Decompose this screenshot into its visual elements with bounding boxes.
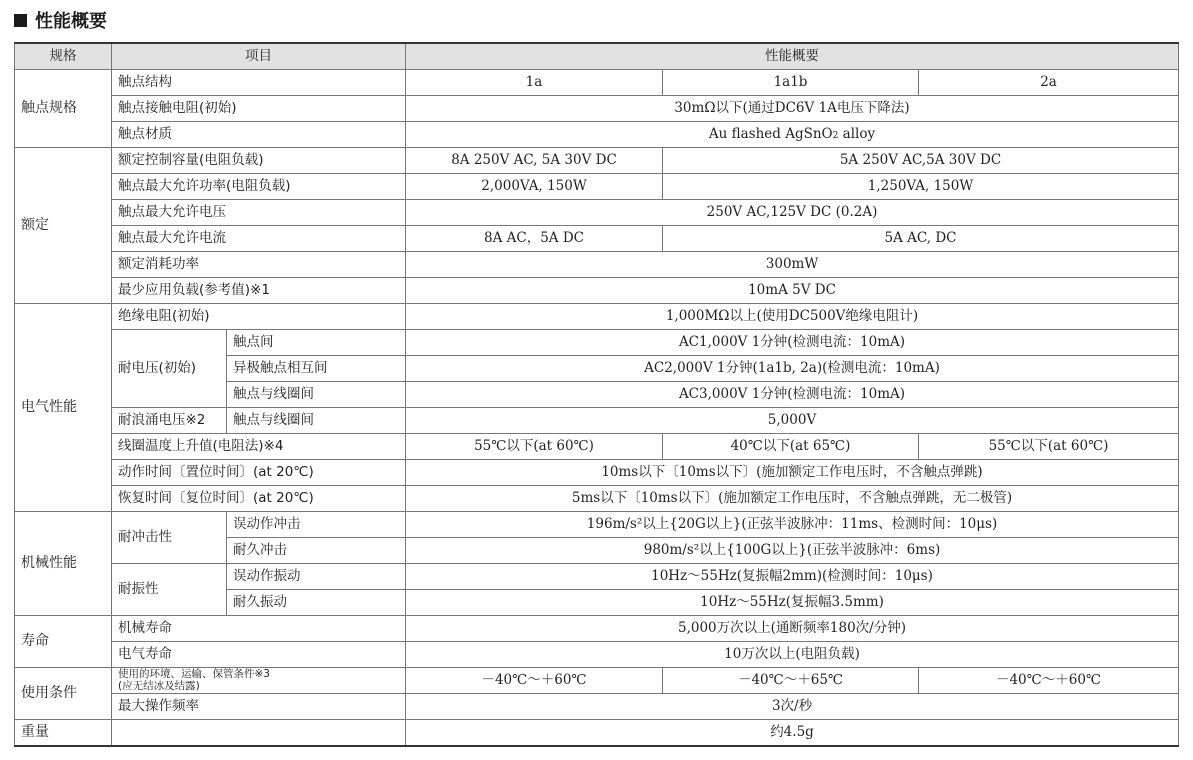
category-life: 寿命: [15, 616, 112, 668]
subitem-label: 耐久振动: [227, 590, 406, 616]
table-row: [15, 434, 1179, 460]
item-label: 电气寿命: [112, 642, 406, 668]
value-cell: －40℃～＋60℃: [406, 668, 663, 694]
material-text: Au flashed AgSnO: [708, 126, 833, 143]
table-row: [15, 512, 1179, 538]
subitem-label: 误动作振动: [227, 564, 406, 590]
value-cell: 1a: [406, 70, 663, 96]
table-row: [15, 616, 1179, 642]
value-cell: 2,000VA, 150W: [406, 174, 663, 200]
table-row: [15, 200, 1179, 226]
table-row: [15, 642, 1179, 668]
value-cell: 300mW: [406, 252, 1179, 278]
table-row: [15, 278, 1179, 304]
item-label: 耐浪涌电压※2: [112, 408, 227, 434]
item-label: 触点材质: [112, 122, 406, 148]
category-weight: 重量: [15, 720, 112, 747]
empty-cell: [112, 720, 406, 747]
value-cell: 10Hz～55Hz(复振幅2mm)(检测时间：10μs): [406, 564, 1179, 590]
value-cell: 1,250VA, 150W: [663, 174, 1179, 200]
item-label: 耐振性: [112, 564, 227, 616]
spec-table: [14, 42, 1179, 747]
value-cell: [406, 122, 1179, 148]
category-electrical: 电气性能: [15, 304, 112, 512]
material-text-tail: alloy: [838, 126, 876, 143]
value-cell: 10Hz～55Hz(复振幅3.5mm): [406, 590, 1179, 616]
value-cell: 5A AC, DC: [663, 226, 1179, 252]
item-label: 触点最大允许电压: [112, 200, 406, 226]
value-cell: －40℃～＋65℃: [663, 668, 919, 694]
value-cell: 约4.5g: [406, 720, 1179, 747]
value-cell: AC3,000V 1分钟(检测电流：10mA): [406, 382, 1179, 408]
item-label: 恢复时间〔复位时间〕(at 20℃): [112, 486, 406, 512]
table-row: [15, 174, 1179, 200]
value-cell: AC2,000V 1分钟(1a1b, 2a)(检测电流：10mA): [406, 356, 1179, 382]
category-conditions: 使用条件: [15, 668, 112, 720]
table-row: [15, 408, 1179, 434]
value-cell: －40℃～＋60℃: [919, 668, 1179, 694]
item-label: 触点最大允许电流: [112, 226, 406, 252]
item-label: 耐冲击性: [112, 512, 227, 564]
item-label: 触点接触电阻(初始): [112, 96, 406, 122]
table-row: [15, 252, 1179, 278]
value-cell: 40℃以下(at 65℃): [663, 434, 919, 460]
header-spec: 规格: [15, 43, 112, 70]
category-contact: 触点规格: [15, 70, 112, 148]
subitem-label: 触点与线圈间: [227, 408, 406, 434]
table-row: [15, 720, 1179, 747]
header-item: 项目: [112, 43, 406, 70]
value-cell: 10ms以下〔10ms以下〕(施加额定工作电压时，不含触点弹跳): [406, 460, 1179, 486]
table-row: [15, 70, 1179, 96]
section-title-text: 性能概要: [35, 11, 107, 32]
value-cell: AC1,000V 1分钟(检测电流：10mA): [406, 330, 1179, 356]
item-label: 动作时间〔置位时间〕(at 20℃): [112, 460, 406, 486]
table-row: [15, 694, 1179, 720]
item-label: 额定消耗功率: [112, 252, 406, 278]
square-bullet-icon: [14, 14, 27, 27]
subitem-label: 异极触点相互间: [227, 356, 406, 382]
table-row: [15, 668, 1179, 694]
value-cell: 2a: [919, 70, 1179, 96]
value-cell: 980m/s²以上{100G以上}(正弦半波脉冲：6ms): [406, 538, 1179, 564]
value-cell: 5ms以下〔10ms以下〕(施加额定工作电压时，不含触点弹跳，无二极管): [406, 486, 1179, 512]
item-label: 线圈温度上升值(电阻法)※4: [112, 434, 406, 460]
value-cell: 10万次以上(电阻负载): [406, 642, 1179, 668]
table-row: [15, 122, 1179, 148]
value-cell: 8A 250V AC, 5A 30V DC: [406, 148, 663, 174]
value-cell: 8A AC，5A DC: [406, 226, 663, 252]
item-label: 耐电压(初始): [112, 330, 227, 408]
subitem-label: 触点间: [227, 330, 406, 356]
item-label: 最少应用负载(参考值)※1: [112, 278, 406, 304]
item-label: 绝缘电阻(初始): [112, 304, 406, 330]
value-cell: 196m/s²以上{20G以上}(正弦半波脉冲：11ms、检测时间：10μs): [406, 512, 1179, 538]
item-label: 额定控制容量(电阻负载): [112, 148, 406, 174]
material-subscript: 2: [832, 131, 839, 142]
header-row: [15, 43, 1179, 70]
category-rating: 额定: [15, 148, 112, 304]
value-cell: 30mΩ以下(通过DC6V 1A电压下降法): [406, 96, 1179, 122]
value-cell: 5,000万次以上(通断频率180次/分钟): [406, 616, 1179, 642]
table-row: [15, 564, 1179, 590]
value-cell: 5,000V: [406, 408, 1179, 434]
table-row: [15, 486, 1179, 512]
item-label: 触点最大允许功率(电阻负载): [112, 174, 406, 200]
table-row: [15, 148, 1179, 174]
value-cell: 55℃以下(at 60℃): [919, 434, 1179, 460]
item-label: [112, 668, 406, 694]
subitem-label: 误动作冲击: [227, 512, 406, 538]
table-row: [15, 330, 1179, 356]
value-cell: 1,000MΩ以上(使用DC500V绝缘电阻计): [406, 304, 1179, 330]
item-label: 触点结构: [112, 70, 406, 96]
table-row: [15, 304, 1179, 330]
env-label-line2: (应无结冰及结露): [118, 679, 200, 692]
table-row: [15, 96, 1179, 122]
env-label-line1: 使用的环境、运输、保管条件※3: [118, 667, 270, 680]
value-cell: 55℃以下(at 60℃): [406, 434, 663, 460]
table-row: [15, 460, 1179, 486]
value-cell: 250V AC,125V DC (0.2A): [406, 200, 1179, 226]
value-cell: 5A 250V AC,5A 30V DC: [663, 148, 1179, 174]
category-mechanical: 机械性能: [15, 512, 112, 616]
subitem-label: 触点与线圈间: [227, 382, 406, 408]
subitem-label: 耐久冲击: [227, 538, 406, 564]
table-row: [15, 226, 1179, 252]
section-title: [14, 6, 107, 34]
header-performance: 性能概要: [406, 43, 1179, 70]
value-cell: 1a1b: [663, 70, 919, 96]
item-label: 机械寿命: [112, 616, 406, 642]
value-cell: 3次/秒: [406, 694, 1179, 720]
item-label: 最大操作频率: [112, 694, 406, 720]
value-cell: 10mA 5V DC: [406, 278, 1179, 304]
